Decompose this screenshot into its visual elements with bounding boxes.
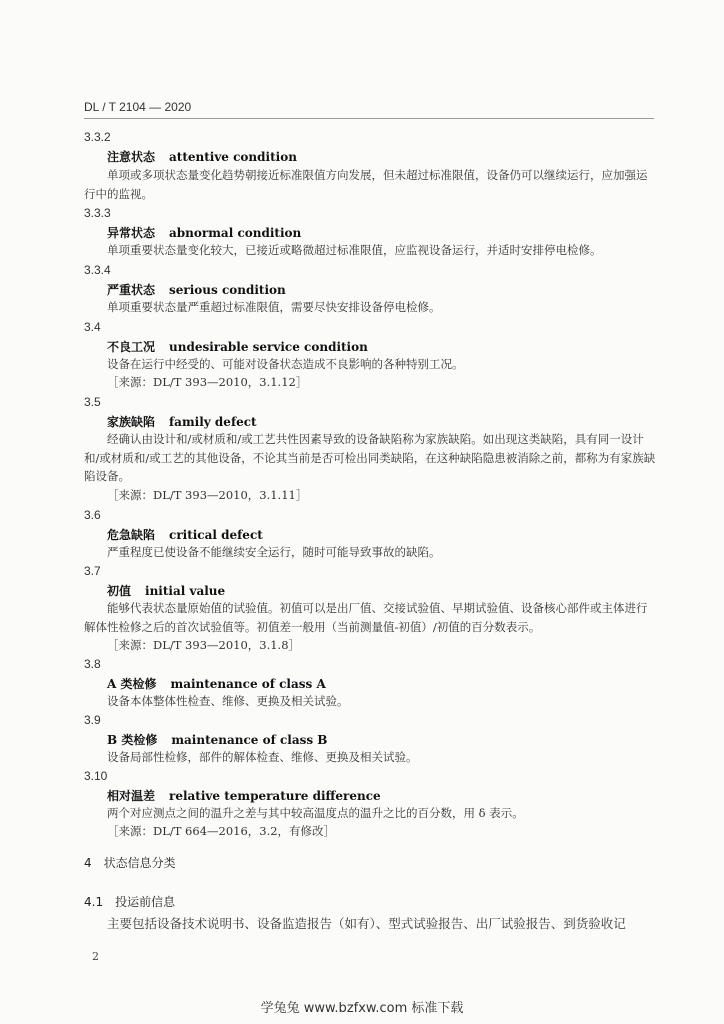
source-note: ［来源：DL/T 664—2016，3.2，有修改］ (107, 824, 336, 838)
term-zh: 相对温差 (107, 789, 156, 803)
subsection-text: 主要包括设备技术说明书、设备监造报告（如有）、型式试验报告、出厂试验报告、到货验收记 (107, 916, 626, 931)
source-note: ［来源：DL/T 393—2010，3.1.8］ (107, 638, 301, 652)
term-heading (107, 582, 225, 599)
term-en: critical defect (169, 528, 263, 542)
term-heading (107, 526, 263, 543)
term-en: attentive condition (169, 150, 297, 164)
definition-text: 单项重要状态量变化较大，已接近或略微超过标准限值，应监视设备运行，并适时安排停电检修。 (107, 243, 602, 257)
term-zh: 危急缺陷 (107, 528, 156, 542)
term-heading (107, 148, 297, 165)
clause-number: 3.8 (84, 657, 101, 671)
clause-number: 3.10 (84, 769, 108, 783)
definition-text: 能够代表状态量原始值的试验值。初值可以是出厂值、交接试验值、早期试验值、设备核心部件或主体进行解体性检修之后的首次试验值等。初值差一般用（当前测量值-初值）/初值的百分数表示。 (84, 601, 648, 634)
term-en: maintenance of class B (171, 733, 328, 747)
term-zh: 严重状态 (107, 283, 156, 297)
header-rule (84, 118, 654, 119)
term-zh: B 类检修 (107, 733, 158, 747)
term-heading (107, 338, 368, 355)
term-heading (107, 675, 326, 692)
term-zh: A 类检修 (107, 677, 157, 691)
definition-text: 设备本体整体性检查、维修、更换及相关试验。 (107, 694, 349, 708)
page-number: 2 (92, 950, 99, 963)
clause-number: 3.9 (84, 713, 101, 727)
definition-text: 设备在运行中经受的、可能对设备状态造成不良影响的各种特别工况。 (107, 357, 464, 371)
subsection-title: 投运前信息 (115, 895, 176, 909)
document-header: DL / T 2104 — 2020 (84, 100, 192, 114)
term-heading (107, 787, 381, 804)
term-en: serious condition (169, 283, 286, 297)
clause-number: 3.3.3 (84, 206, 111, 220)
definition-text: 设备局部性检修，部件的解体检查、维修、更换及相关试验。 (107, 750, 418, 764)
term-heading (107, 281, 286, 298)
site-watermark-footer: 学兔兔 www.bzfxw.com 标准下载 (260, 1001, 464, 1016)
definition-text: 严重程度已使设备不能继续安全运行，随时可能导致事故的缺陷。 (107, 545, 441, 559)
subsection-heading (84, 893, 175, 910)
subsection-number: 4.1 (84, 895, 104, 909)
section-heading (84, 854, 176, 871)
term-heading (107, 413, 257, 430)
clause-number: 3.5 (84, 395, 101, 409)
term-en: relative temperature difference (169, 789, 381, 803)
clause-number: 3.6 (84, 508, 101, 522)
clause-number: 3.4 (84, 320, 101, 334)
term-en: undesirable service condition (169, 340, 368, 354)
term-en: initial value (145, 584, 226, 598)
section-number: 4 (84, 856, 92, 870)
term-heading (107, 224, 301, 241)
source-note: ［来源：DL/T 393—2010，3.1.11］ (107, 488, 308, 502)
term-zh: 家族缺陷 (107, 415, 156, 429)
source-note: ［来源：DL/T 393—2010，3.1.12］ (107, 375, 308, 389)
term-zh: 异常状态 (107, 226, 156, 240)
term-heading (107, 731, 327, 748)
definition-text: 两个对应测点之间的温升之差与其中较高温度点的温升之比的百分数，用 δ 表示。 (107, 806, 524, 820)
clause-number: 3.3.2 (84, 130, 111, 144)
term-zh: 不良工况 (107, 340, 156, 354)
section-title: 状态信息分类 (103, 856, 176, 870)
term-zh: 初值 (107, 584, 132, 598)
term-en: family defect (169, 415, 257, 429)
definition-text: 经确认由设计和/或材质和/或工艺共性因素导致的设备缺陷称为家族缺陷。如出现这类缺陷，具有同一设计和/或材质和/或工艺的其他设备，不论其当前是否可检出同类缺陷，在这种缺陷隐患被消除之前，都称为有家族缺陷设备。 (84, 432, 656, 483)
clause-number: 3.3.4 (84, 263, 111, 277)
definition-text: 单项或多项状态量变化趋势朝接近标准限值方向发展，但未超过标准限值，设备仍可以继续运行，应加强运行中的监视。 (84, 168, 648, 201)
term-en: maintenance of class A (170, 677, 326, 691)
clause-number: 3.7 (84, 564, 101, 578)
definition-text: 单项重要状态量严重超过标准限值，需要尽快安排设备停电检修。 (107, 300, 441, 314)
term-zh: 注意状态 (107, 150, 156, 164)
term-en: abnormal condition (169, 226, 302, 240)
